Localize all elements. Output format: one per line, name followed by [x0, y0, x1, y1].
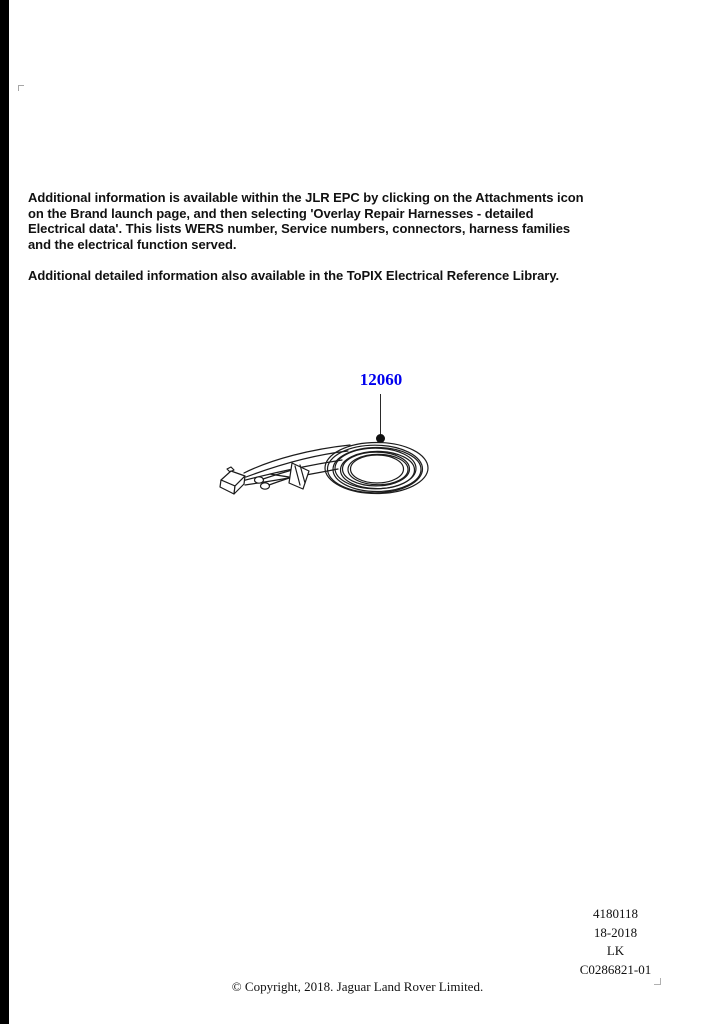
crop-mark-top-left-icon: [18, 85, 24, 91]
brand-code: LK: [606, 943, 625, 958]
notice-line: on the Brand launch page, and then selecting 'Overlay Repair Harnesses - detailed: [28, 205, 534, 221]
part-number-label[interactable]: 12060: [359, 370, 403, 389]
notice-line: and the electrical function served.: [28, 236, 237, 252]
issue-date: 18-2018: [593, 924, 638, 940]
reference-number: 4180118: [592, 906, 639, 921]
notice-line: Electrical data'. This lists WERS number, Service numbers, connectors, harness families: [28, 221, 571, 236]
scan-edge-bar: [0, 0, 9, 1024]
notice-text-block: [28, 190, 584, 284]
notice-line: Additional information is available within the JLR EPC by clicking on the Attachments icon: [28, 190, 584, 205]
page-reference-block: [553, 905, 678, 979]
notice-paragraph-1: [28, 190, 584, 252]
notice-paragraph-2: Additional detailed information also available in the ToPIX Electrical Reference Library.: [28, 268, 560, 283]
copyright-line: © Copyright, 2018. Jaguar Land Rover Limited.: [231, 979, 484, 994]
crop-mark-bottom-right-icon: [654, 978, 661, 985]
wiring-harness-illustration: [200, 427, 450, 507]
drawing-number: C0286821-01: [579, 961, 652, 977]
